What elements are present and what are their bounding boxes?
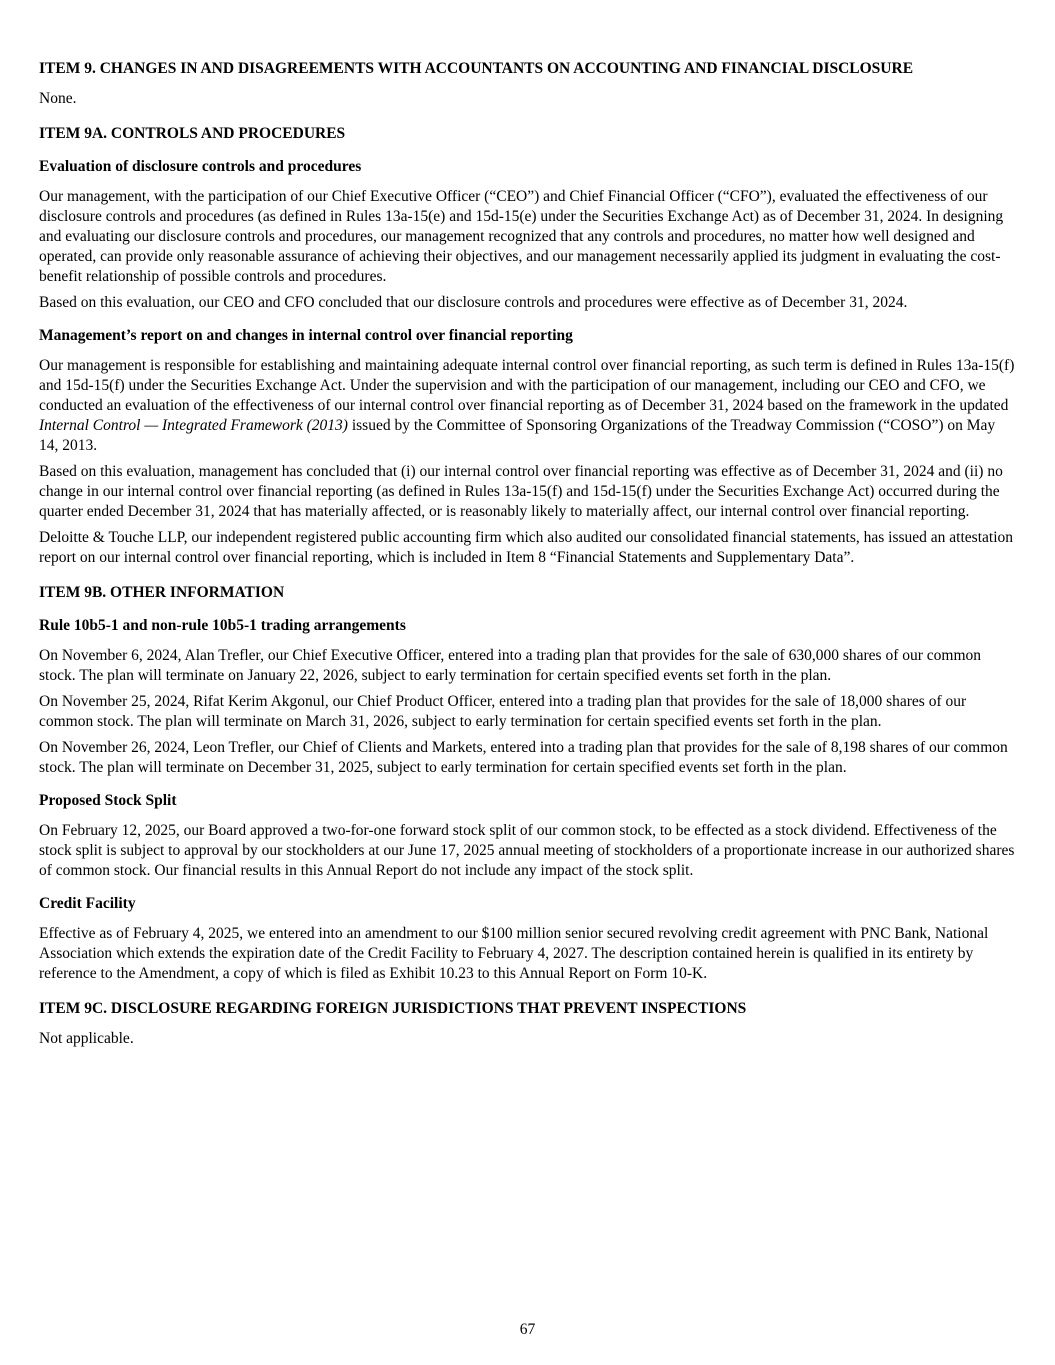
internal-control-evaluation-paragraph xyxy=(39,356,1016,456)
evaluation-disclosure-controls-heading: Evaluation of disclosure controls and procedures xyxy=(39,158,362,175)
rule-10b5-1-heading: Rule 10b5-1 and non-rule 10b5-1 trading arrangements xyxy=(39,617,406,634)
stock-split-paragraph: On February 12, 2025, our Board approved a two-for-one forward stock split of our common stock, to be effected as a stock dividend. Effectiveness of the stock split is subject to approval by our stockholders at our June 17, 2025 annual meeting of stockholders of a proportionate increase in our authorized shares of common stock. Our financial results in this Annual Report do not include any impact of the stock split. xyxy=(39,822,1015,879)
credit-facility-paragraph: Effective as of February 4, 2025, we entered into an amendment to our $100 million senior secured revolving credit agreement with PNC Bank, National Association which extends the expiration date of the Credit Facility to February 4, 2027. The description contained herein is qualified in its entirety by reference to the Amendment, a copy of which is filed as Exhibit 10.23 to this Annual Report on Form 10-K. xyxy=(39,925,989,982)
internal-control-conclusion-paragraph: Based on this evaluation, management has concluded that (i) our internal control over financial reporting was effective as of December 31, 2024 and (ii) no change in our internal control over financial reporting (as defined in Rules 13a-15(f) and 15d-15(f) under the Securities Exchange Act) occurred during the quarter ended December 31, 2024 that has materially affected, or is reasonably likely to materially affect, our internal control over financial reporting. xyxy=(39,463,1003,520)
trading-plan-rifat-akgonul-paragraph: On November 25, 2024, Rifat Kerim Akgonul, our Chief Product Officer, entered into a trading plan that provides for the sale of 18,000 shares of our common stock. The plan will terminate on March 31, 2026, subject to early termination for certain specified events set forth in the plan. xyxy=(39,693,967,730)
item9b-heading: ITEM 9B. OTHER INFORMATION xyxy=(39,584,285,601)
proposed-stock-split-heading: Proposed Stock Split xyxy=(39,792,177,809)
document-body xyxy=(39,58,1016,1049)
text-run-italic-framework-title: Internal Control — Integrated Framework (2013) xyxy=(39,417,348,434)
credit-facility-heading: Credit Facility xyxy=(39,895,136,912)
trading-plan-leon-trefler-paragraph: On November 26, 2024, Leon Trefler, our Chief of Clients and Markets, entered into a trading plan that provides for the sale of 8,198 shares of our common stock. The plan will terminate on December 31, 2025, subject to early termination for certain specified events set forth in the plan. xyxy=(39,739,1008,776)
page-number: 67 xyxy=(519,1321,536,1338)
ceo-cfo-conclusion-paragraph: Based on this evaluation, our CEO and CFO concluded that our disclosure controls and procedures were effective as of December 31, 2024. xyxy=(39,294,908,311)
item9c-heading: ITEM 9C. DISCLOSURE REGARDING FOREIGN JURISDICTIONS THAT PREVENT INSPECTIONS xyxy=(39,1000,747,1017)
item9c-body-text: Not applicable. xyxy=(39,1030,134,1047)
item9-heading: ITEM 9. CHANGES IN AND DISAGREEMENTS WITH ACCOUNTANTS ON ACCOUNTING AND FINANCIAL DISCLOSURE xyxy=(39,60,914,77)
item9a-heading: ITEM 9A. CONTROLS AND PROCEDURES xyxy=(39,125,346,142)
trading-plan-alan-trefler-paragraph: On November 6, 2024, Alan Trefler, our Chief Executive Officer, entered into a trading plan that provides for the sale of 630,000 shares of our common stock. The plan will terminate on January 22, 2026, subject to early termination for certain specified events set forth in the plan. xyxy=(39,647,982,684)
management-report-heading: Management’s report on and changes in internal control over financial reporting xyxy=(39,327,573,344)
deloitte-attestation-paragraph: Deloitte & Touche LLP, our independent registered public accounting firm which also audited our consolidated financial statements, has issued an attestation report on our internal control over financial reporting, which is included in Item 8 “Financial Statements and Supplementary Data”. xyxy=(39,529,1014,566)
text-run-pre: Our management is responsible for establishing and maintaining adequate internal control over financial reporting, as such term is defined in Rules 13a-15(f) and 15d-15(f) under the Securities Exchange Act. Under the supervision and with the participation of our management, including our CEO and CFO, we conducted an evaluation of the effectiveness of our internal control over financial reporting as of December 31, 2024 based on the framework in the updated xyxy=(39,357,1015,414)
item9-body-text: None. xyxy=(39,90,77,107)
disclosure-controls-paragraph: Our management, with the participation of our Chief Executive Officer (“CEO”) and Chief Financial Officer (“CFO”), evaluated the effectiveness of our disclosure controls and procedures (as defined in Rules 13a-15(e) and 15d-15(e) under the Securities Exchange Act) as of December 31, 2024. In designing and evaluating our disclosure controls and procedures, our management recognized that any controls and procedures, no matter how well designed and operated, can provide only reasonable assurance of achieving their objectives, and our management necessarily applied its judgment in evaluating the cost-benefit relationship of possible controls and procedures. xyxy=(39,188,1004,285)
text-run-post: issued by the Committee of Sponsoring Organizations of the Treadway Commission (“COSO”) on May 14, 2013. xyxy=(39,417,996,454)
